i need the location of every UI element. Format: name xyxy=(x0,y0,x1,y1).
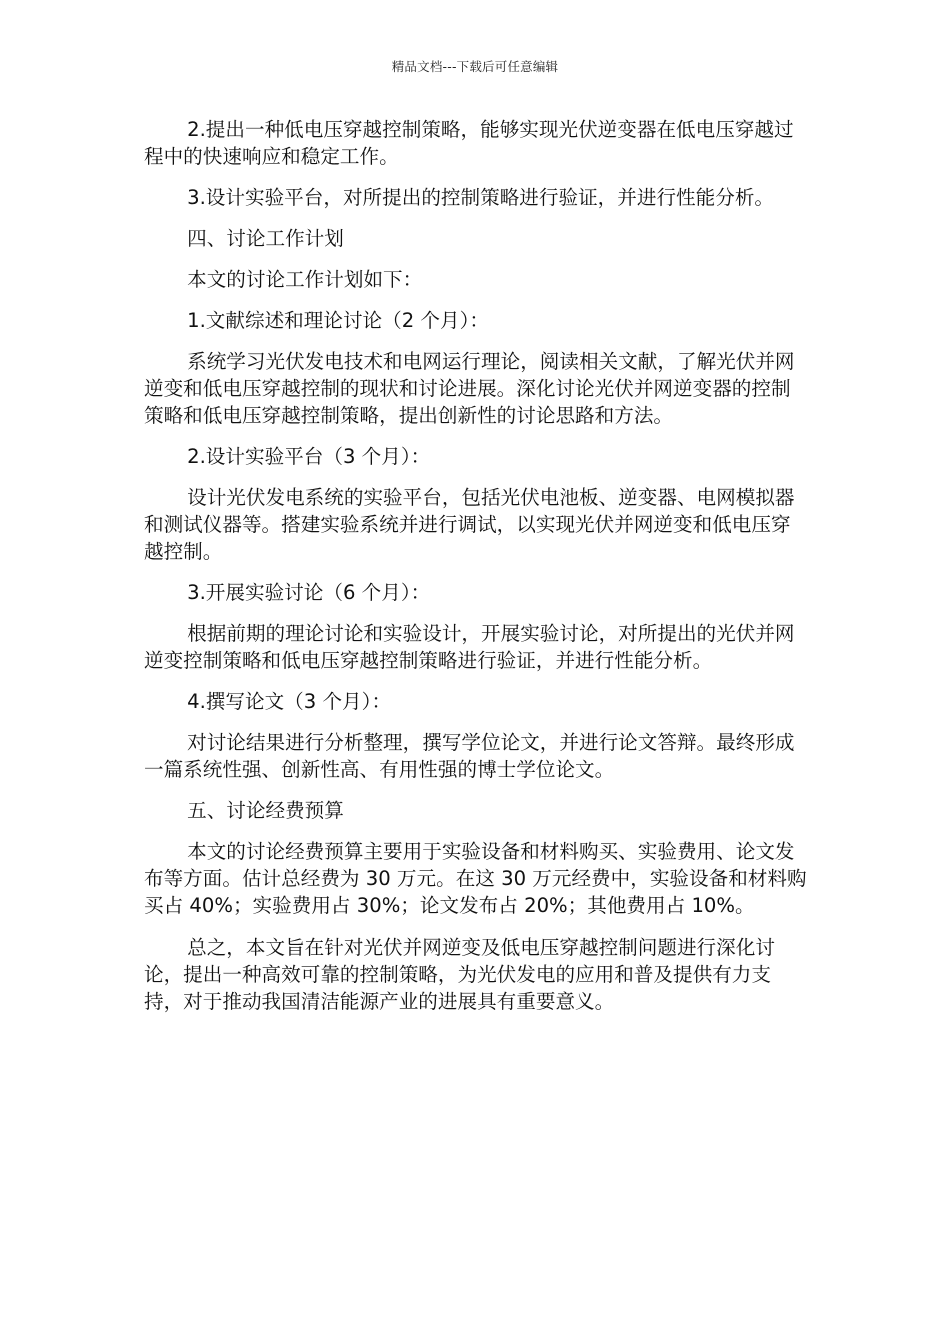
plan-item-1-title: 1.文献综述和理论讨论（2 个月）： xyxy=(187,309,490,332)
section-heading-budget: 五、讨论经费预算 xyxy=(187,799,344,822)
plan-item-2-body: 设计光伏发电系统的实验平台，包括光伏电池板、逆变器、电网模拟器和测试仪器等。搭建实验系统并进行调试，以实现光伏并网逆变和低电压穿越控制。 xyxy=(144,486,795,563)
plan-item-1-body: 系统学习光伏发电技术和电网运行理论，阅读相关文献，了解光伏并网逆变和低电压穿越控制的现状和讨论进展。深化讨论光伏并网逆变器的控制策略和低电压穿越控制策略，提出创新性的讨论思路和方法。 xyxy=(144,350,795,427)
plan-item-3-title: 3.开展实验讨论（6 个月）： xyxy=(187,581,431,604)
paragraph-plan-intro: 本文的讨论工作计划如下： xyxy=(187,268,423,291)
plan-item-2-title: 2.设计实验平台（3 个月）： xyxy=(187,445,431,468)
paragraph-objective-3: 3.设计实验平台，对所提出的控制策略进行验证，并进行性能分析。 xyxy=(187,186,775,209)
paragraph-objective-2: 2.提出一种低电压穿越控制策略，能够实现光伏逆变器在低电压穿越过程中的快速响应和稳定工作。 xyxy=(144,118,794,168)
page-header: 精品文档---下载后可任意编辑 xyxy=(391,59,559,74)
plan-item-4-title: 4.撰写论文（3 个月）： xyxy=(187,690,392,713)
paragraph-budget: 本文的讨论经费预算主要用于实验设备和材料购买、实验费用、论文发布等方面。估计总经费为 30 万元。在这 30 万元经费中，实验设备和材料购买占 40%；实验费用占 30%；论文发布占 20%；其他费用占 10%。 xyxy=(144,840,807,917)
paragraph-conclusion: 总之，本文旨在针对光伏并网逆变及低电压穿越控制问题进行深化讨论，提出一种高效可靠的控制策略，为光伏发电的应用和普及提供有力支持，对于推动我国清洁能源产业的进展具有重要意义。 xyxy=(144,936,775,1013)
section-heading-work-plan: 四、讨论工作计划 xyxy=(187,227,344,250)
document-body xyxy=(144,116,808,1029)
plan-item-4-body: 对讨论结果进行分析整理，撰写学位论文，并进行论文答辩。最终形成一篇系统性强、创新性高、有用性强的博士学位论文。 xyxy=(144,731,795,781)
plan-item-3-body: 根据前期的理论讨论和实验设计，开展实验讨论，对所提出的光伏并网逆变控制策略和低电压穿越控制策略进行验证，并进行性能分析。 xyxy=(144,622,795,672)
